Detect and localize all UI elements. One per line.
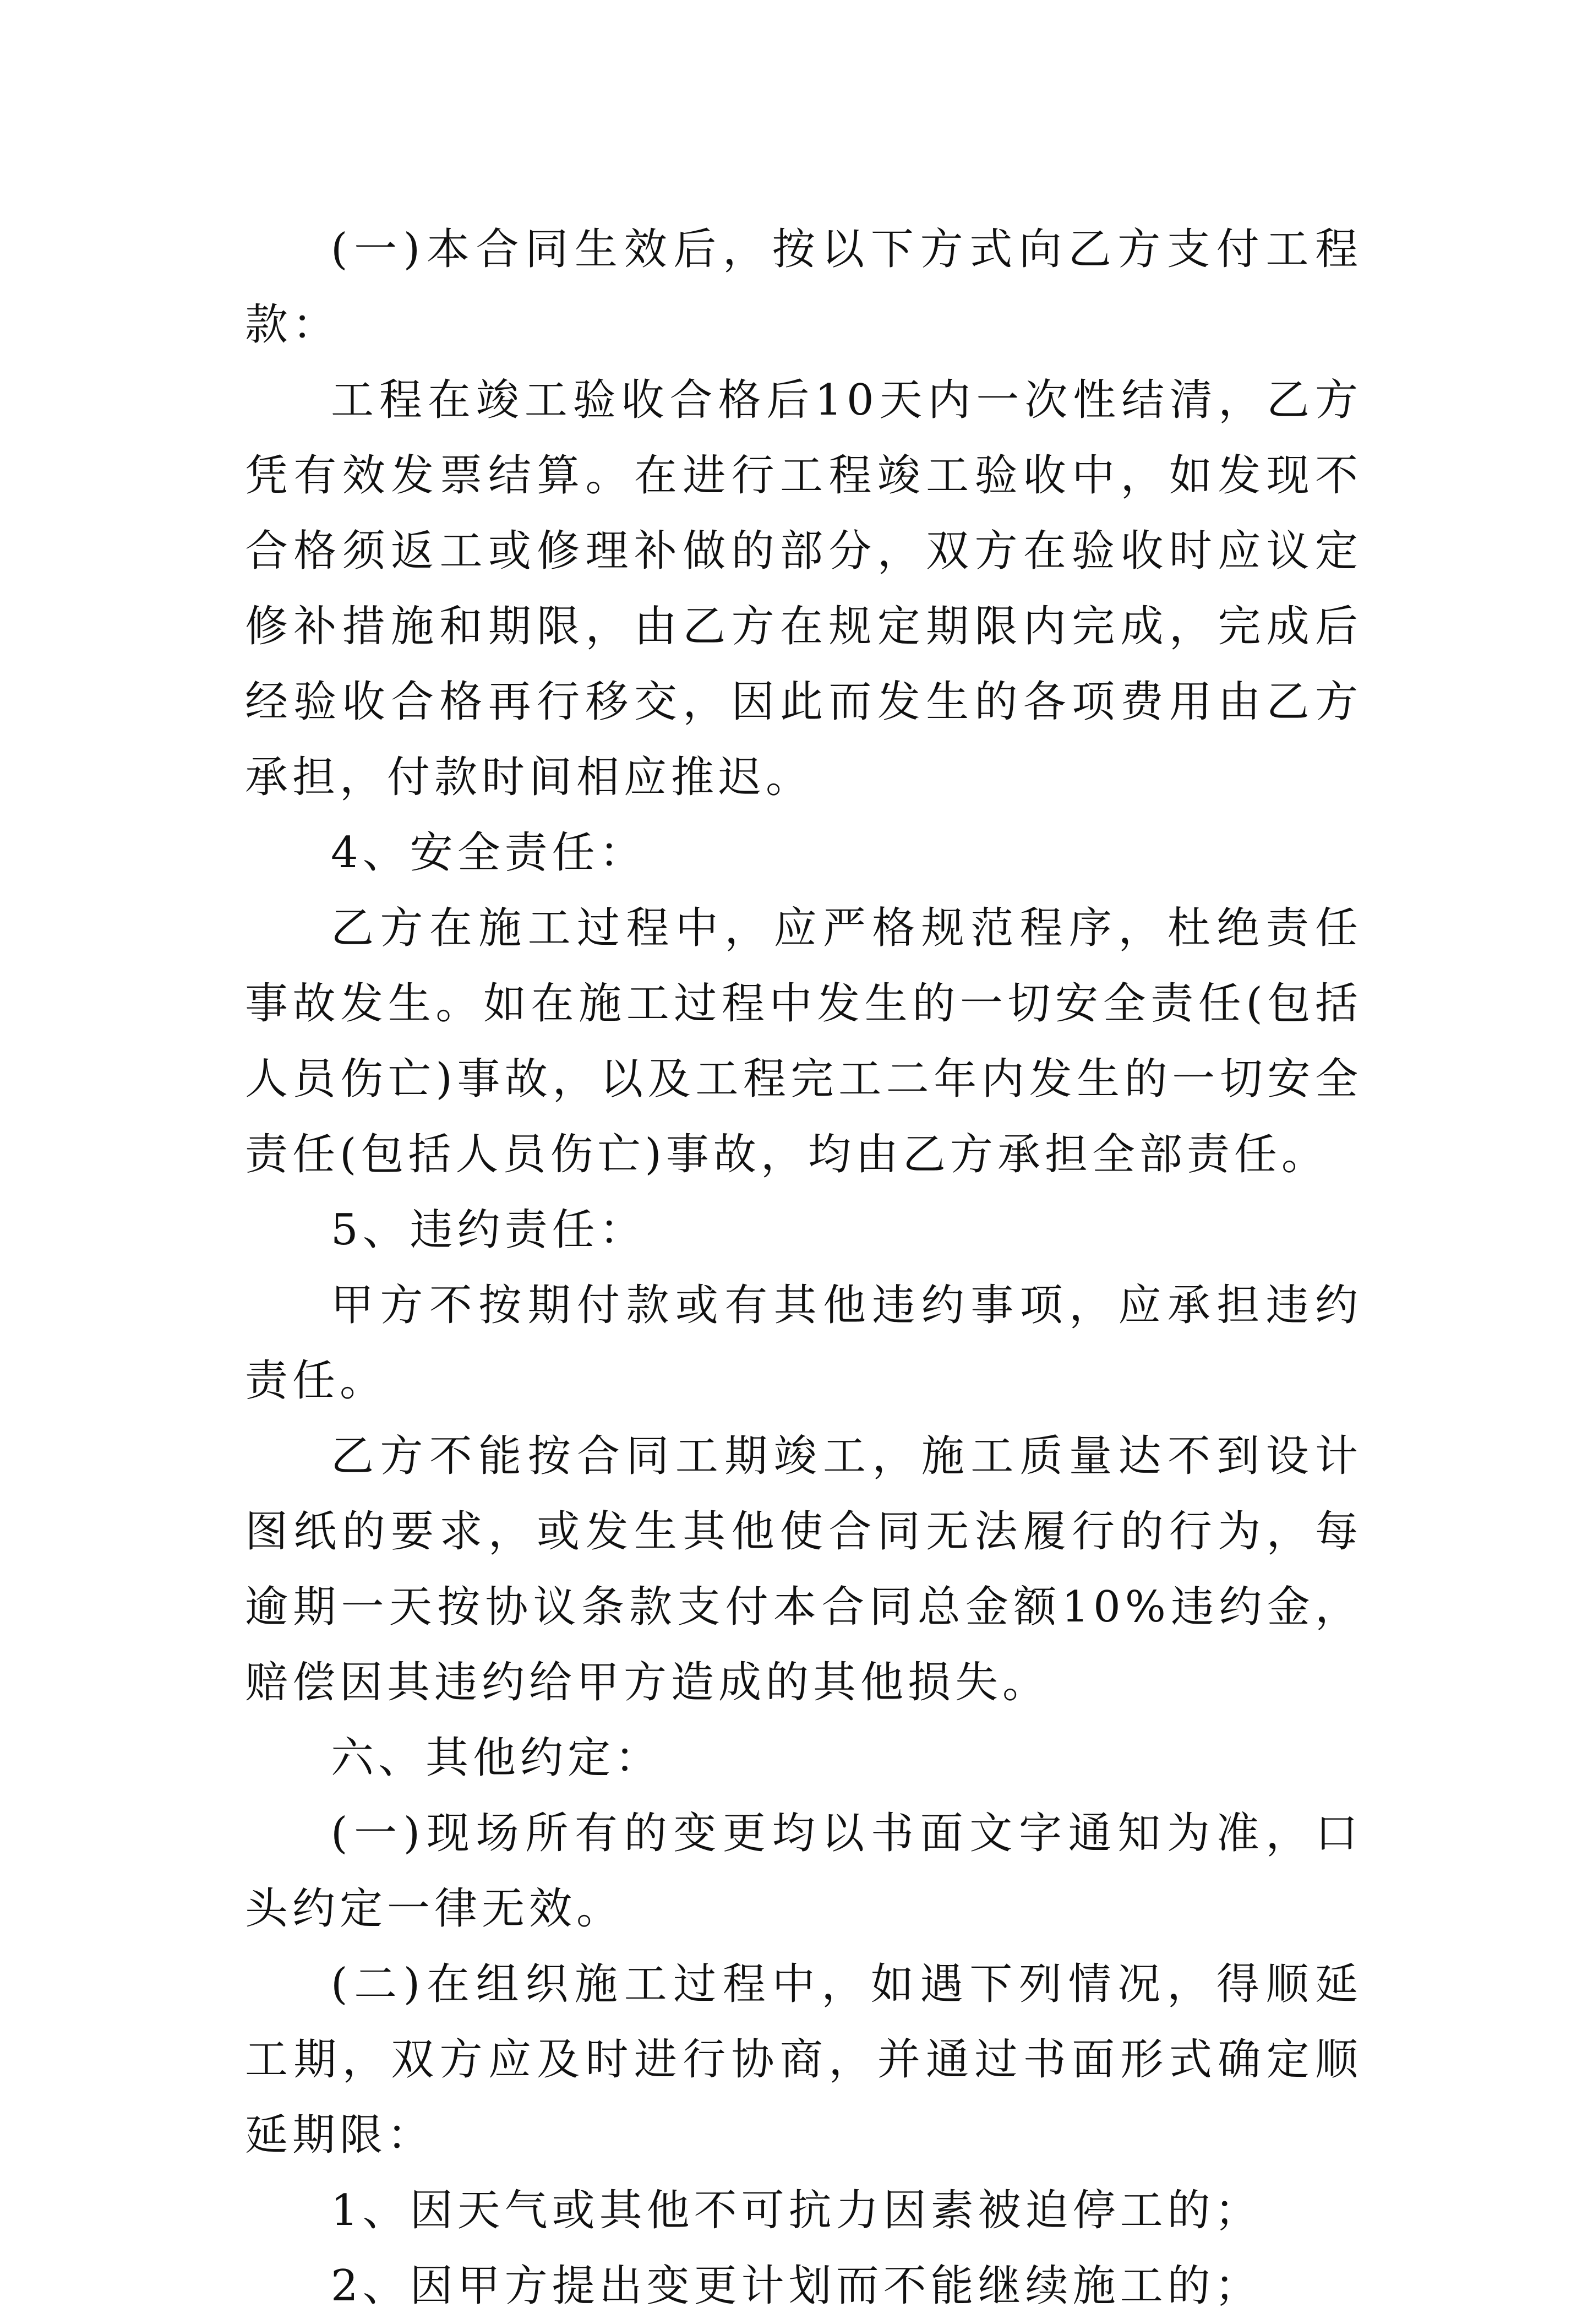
paragraph-party-b-breach: 乙方不能按合同工期竣工，施工质量达不到设计图纸的要求，或发生其他使合同无法履行的行为，每逾期一天按协议条款支付本合同总金额10%违约金，赔偿因其违约给甲方造成的其他损失。 <box>245 1432 1362 1707</box>
paragraph-written-changes: (一)现场所有的变更均以书面文字通知为准，口头约定一律无效。 <box>245 1809 1362 1934</box>
document-body <box>245 212 1362 2324</box>
paragraph-party-a-breach: 甲方不按期付款或有其他违约事项，应承担违约责任。 <box>245 1281 1362 1406</box>
section-heading-other-terms: 六、其他约定： <box>331 1733 663 1783</box>
paragraph-extension-conditions: (二)在组织施工过程中，如遇下列情况，得顺延工期，双方应及时进行协商，并通过书面形式确定顺延期限： <box>245 1960 1362 2160</box>
section-heading-breach: 5、违约责任： <box>331 1205 647 1255</box>
paragraph-payment-method: (一)本合同生效后，按以下方式向乙方支付工程款： <box>245 225 1362 350</box>
list-item-plan-change: 2、因甲方提出变更计划而不能继续施工的； <box>331 2261 1262 2311</box>
list-item-force-majeure: 1、因天气或其他不可抗力因素被迫停工的； <box>331 2186 1262 2235</box>
section-heading-safety: 4、安全责任： <box>331 828 647 878</box>
paragraph-settlement: 工程在竣工验收合格后10天内一次性结清，乙方凭有效发票结算。在进行工程竣工验收中，如发现不合格须返工或修理补做的部分，双方在验收时应议定修补措施和期限，由乙方在规定期限内完成，完成后经验收合格再行移交，因此而发生的各项费用由乙方承担，付款时间相应推迟。 <box>245 375 1362 802</box>
paragraph-safety-responsibility: 乙方在施工过程中，应严格规范程序，杜绝责任事故发生。如在施工过程中发生的一切安全责任(包括人员伤亡)事故，以及工程完工二年内发生的一切安全责任(包括人员伤亡)事故，均由乙方承担全部责任。 <box>245 904 1362 1179</box>
